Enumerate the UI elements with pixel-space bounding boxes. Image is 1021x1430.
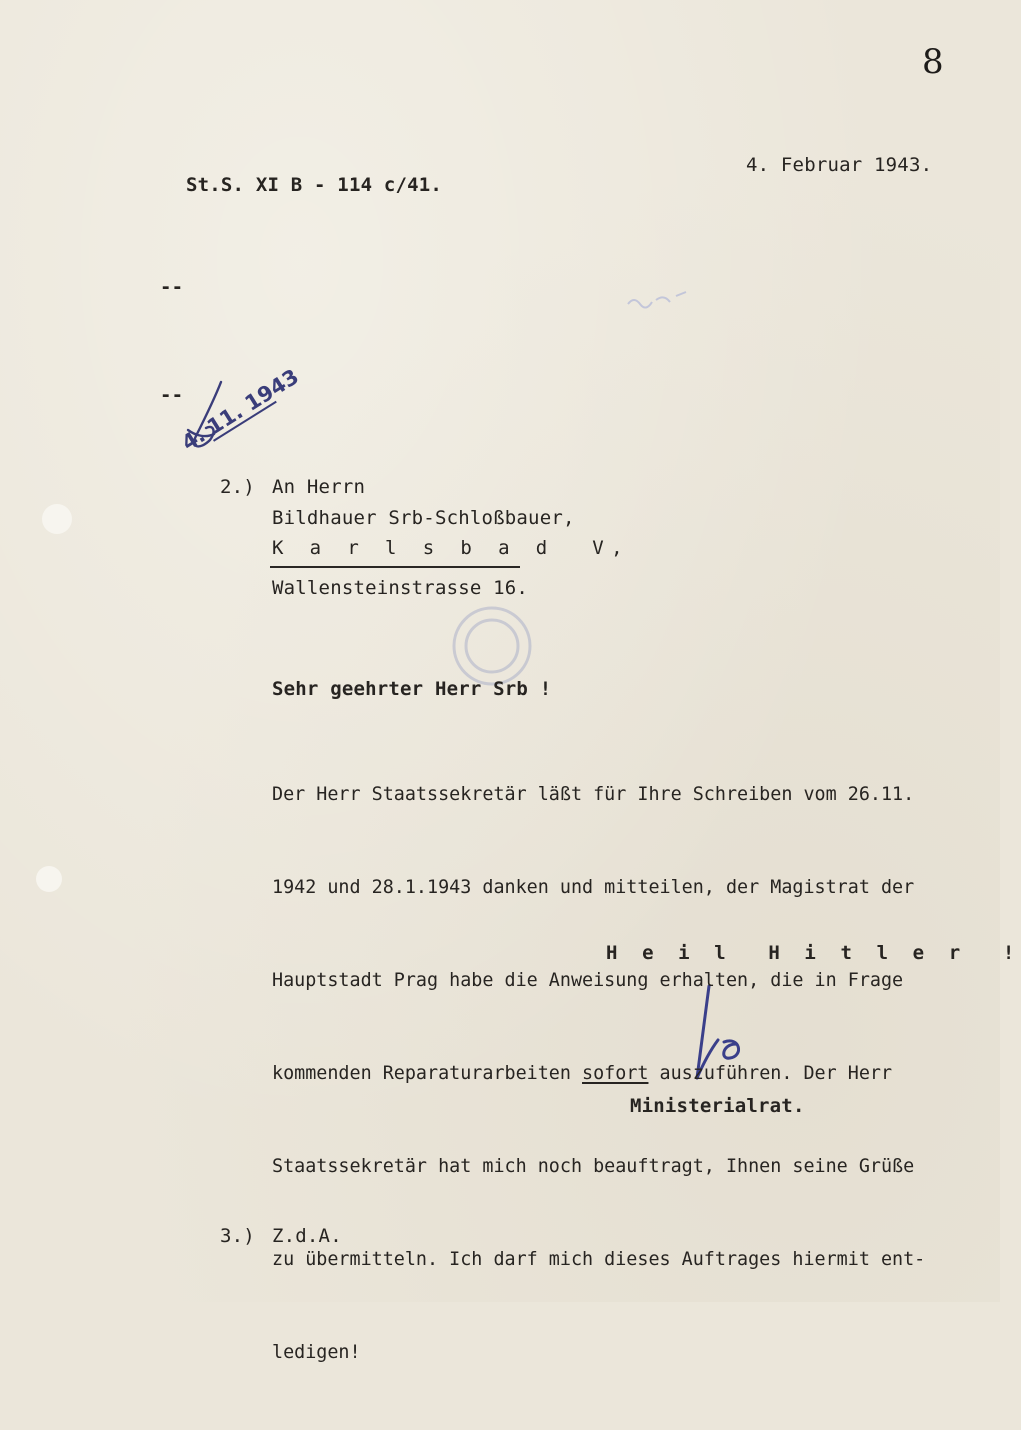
letter-closing: H e i l H i t l e r !	[606, 942, 1021, 964]
body-line: zu übermitteln. Ich darf mich dieses Auftrages hiermit ent-	[272, 1249, 926, 1270]
body-line: Staatssekretär hat mich noch beauftragt, Ihnen seine Grüße	[272, 1156, 915, 1177]
body-line: Der Herr Staatssekretär läßt für Ihre Schreiben vom 26.11.	[272, 784, 915, 805]
dash-line-2: --	[160, 384, 184, 406]
letter-greeting: Sehr geehrter Herr Srb !	[272, 678, 552, 700]
signer-title: Ministerialrat.	[630, 1095, 805, 1117]
page-number: 8	[922, 42, 944, 82]
recipient-city-underline	[270, 566, 520, 568]
emphasized-word: sofort	[582, 1063, 649, 1084]
letter-body	[272, 717, 992, 1430]
faint-stamp	[454, 608, 530, 684]
letter-date: 4. Februar 1943.	[746, 154, 933, 176]
reference-number: St.S. XI B - 114 c/41.	[186, 174, 443, 196]
body-line: Hauptstadt Prag habe die Anweisung erhalten, die in Frage	[272, 970, 904, 991]
footer-item-number: 3.)	[220, 1225, 255, 1247]
recipient-city: K a r l s b a d V,	[272, 537, 630, 559]
recipient-name: Bildhauer Srb-Schloßbauer,	[272, 507, 575, 529]
body-line: ledigen!	[272, 1342, 361, 1363]
faint-ink-mark	[628, 292, 686, 308]
body-line: kommenden Reparaturarbeiten sofort auszuführen. Der Herr	[272, 1063, 893, 1084]
handwritten-date-text: 4. 11. 1943	[177, 364, 303, 456]
recipient-salutation: An Herrn	[272, 476, 366, 498]
recipient-street: Wallensteinstrasse 16.	[272, 577, 529, 599]
recipient-item-number: 2.)	[220, 476, 255, 498]
dash-line-1: --	[160, 276, 184, 298]
footer-note: Z.d.A.	[272, 1225, 342, 1247]
body-line: 1942 und 28.1.1943 danken und mitteilen, der Magistrat der	[272, 877, 915, 898]
